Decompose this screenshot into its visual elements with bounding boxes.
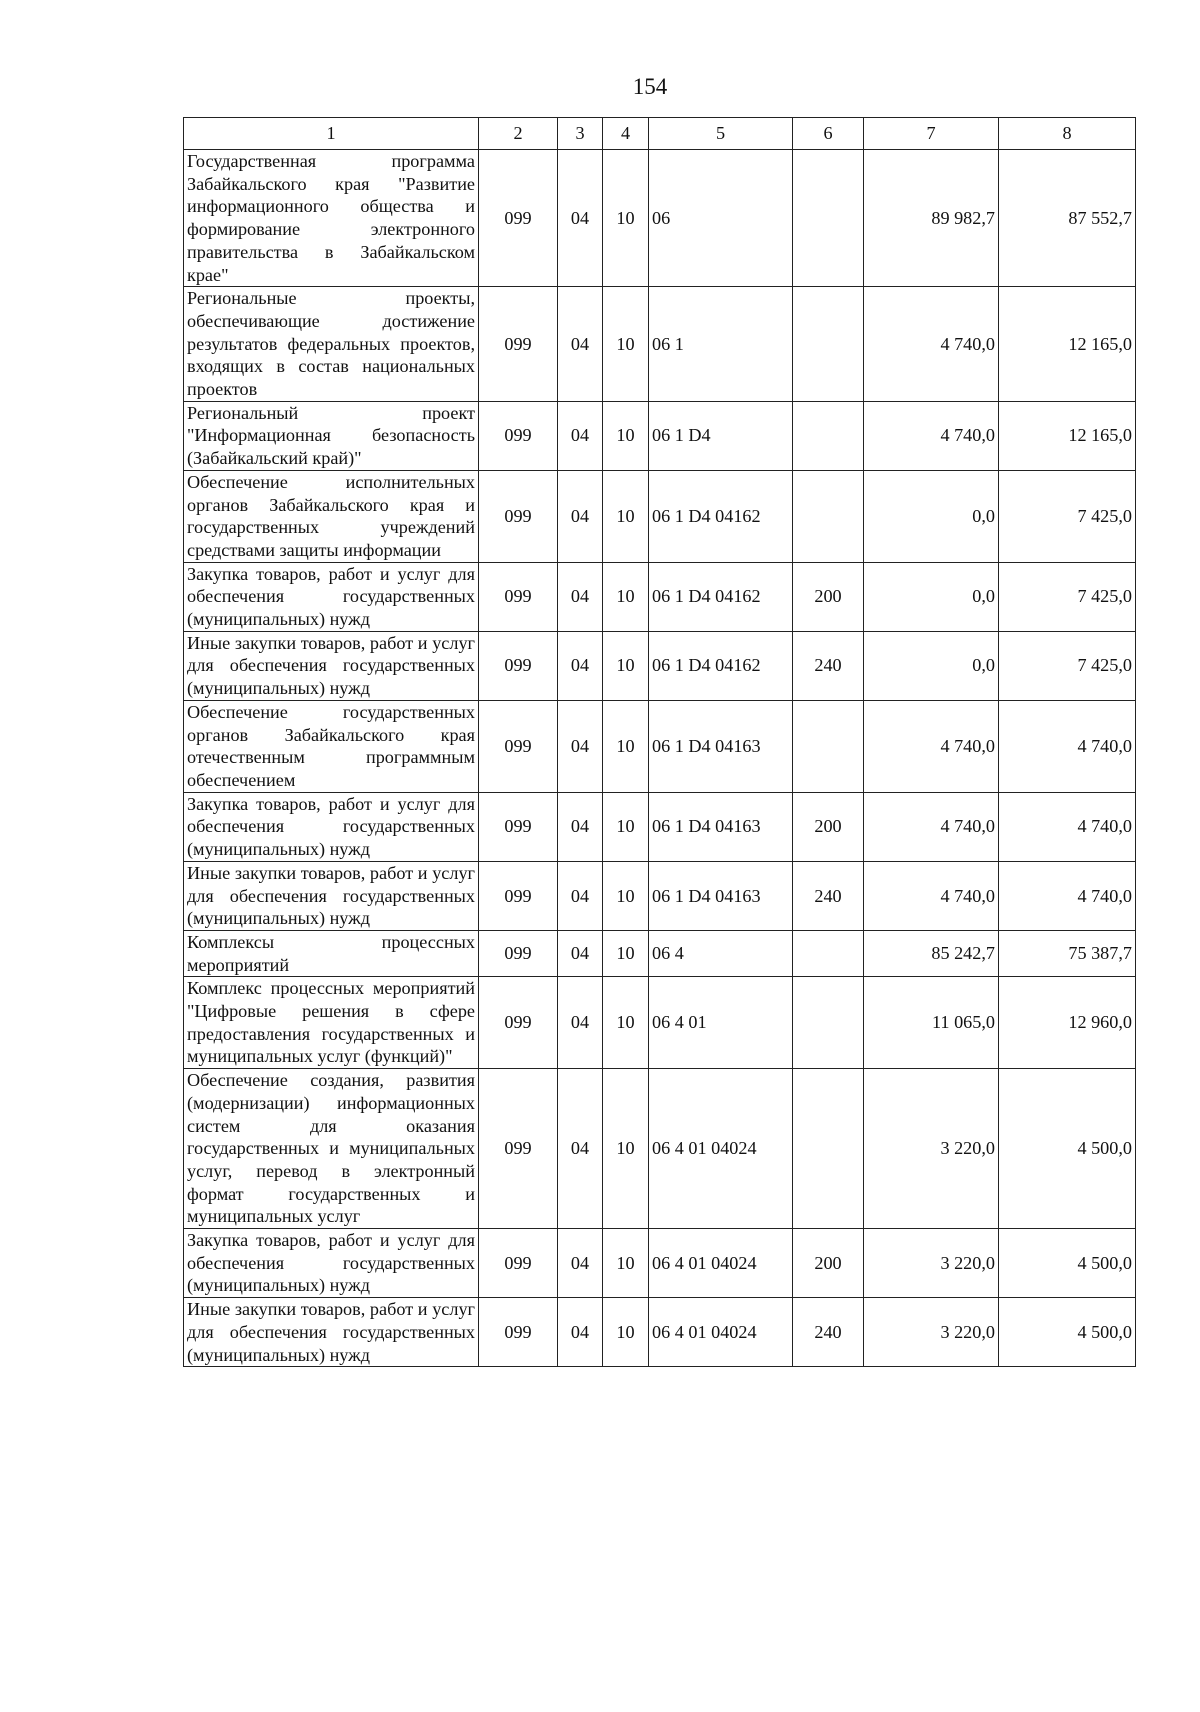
expense-type-cell [793, 700, 864, 792]
amount-col7-cell: 85 242,7 [864, 930, 999, 976]
expense-type-cell: 200 [793, 562, 864, 631]
table-row [184, 150, 1136, 287]
amount-col7-cell: 0,0 [864, 470, 999, 562]
section-code-cell: 04 [558, 287, 603, 402]
header-cell-7: 7 [864, 118, 999, 150]
amount-col7-cell: 3 220,0 [864, 1069, 999, 1229]
header-cell-4: 4 [603, 118, 649, 150]
budget-table [183, 117, 1136, 1367]
header-cell-6: 6 [793, 118, 864, 150]
target-article-cell: 06 1 D4 04163 [649, 792, 793, 861]
target-article-cell: 06 1 D4 04163 [649, 861, 793, 930]
amount-col8-cell: 4 740,0 [999, 700, 1136, 792]
ministry-code-cell: 099 [479, 562, 558, 631]
table-row [184, 562, 1136, 631]
amount-col7-cell: 3 220,0 [864, 1229, 999, 1298]
target-article-cell: 06 4 01 [649, 977, 793, 1069]
table-body [184, 150, 1136, 1367]
section-code-cell: 04 [558, 562, 603, 631]
expense-type-cell: 240 [793, 1298, 864, 1367]
table-row [184, 792, 1136, 861]
amount-col8-cell: 7 425,0 [999, 470, 1136, 562]
section-code-cell: 04 [558, 1229, 603, 1298]
section-code-cell: 04 [558, 930, 603, 976]
target-article-cell: 06 4 01 04024 [649, 1229, 793, 1298]
section-code-cell: 04 [558, 700, 603, 792]
ministry-code-cell: 099 [479, 1298, 558, 1367]
section-code-cell: 04 [558, 861, 603, 930]
item-name-cell: Региональный проект "Информационная безопасность (Забайкальский край)" [184, 401, 479, 470]
amount-col8-cell: 4 500,0 [999, 1229, 1136, 1298]
amount-col8-cell: 7 425,0 [999, 631, 1136, 700]
ministry-code-cell: 099 [479, 930, 558, 976]
table-row [184, 401, 1136, 470]
subsection-code-cell: 10 [603, 977, 649, 1069]
expense-type-cell [793, 150, 864, 287]
header-cell-8: 8 [999, 118, 1136, 150]
item-name-cell: Закупка товаров, работ и услуг для обеспечения государственных (муниципальных) нужд [184, 562, 479, 631]
table-row [184, 287, 1136, 402]
target-article-cell: 06 [649, 150, 793, 287]
ministry-code-cell: 099 [479, 1229, 558, 1298]
item-name-cell: Обеспечение исполнительных органов Забайкальского края и государственных учреждений средствами защиты информации [184, 470, 479, 562]
target-article-cell: 06 4 01 04024 [649, 1069, 793, 1229]
item-name-cell: Государственная программа Забайкальского края "Развитие информационного общества и формирование электронного правительства в Забайкальском крае" [184, 150, 479, 287]
amount-col8-cell: 4 500,0 [999, 1298, 1136, 1367]
amount-col8-cell: 12 165,0 [999, 401, 1136, 470]
ministry-code-cell: 099 [479, 631, 558, 700]
section-code-cell: 04 [558, 401, 603, 470]
amount-col7-cell: 4 740,0 [864, 792, 999, 861]
amount-col7-cell: 0,0 [864, 631, 999, 700]
section-code-cell: 04 [558, 470, 603, 562]
header-cell-2: 2 [479, 118, 558, 150]
amount-col8-cell: 87 552,7 [999, 150, 1136, 287]
amount-col7-cell: 4 740,0 [864, 861, 999, 930]
target-article-cell: 06 4 [649, 930, 793, 976]
table-row [184, 700, 1136, 792]
ministry-code-cell: 099 [479, 470, 558, 562]
header-row [184, 118, 1136, 150]
item-name-cell: Комплекс процессных мероприятий "Цифровые решения в сфере предоставления государственных и муниципальных услуг (функций)" [184, 977, 479, 1069]
subsection-code-cell: 10 [603, 150, 649, 287]
table-row [184, 1069, 1136, 1229]
amount-col7-cell: 4 740,0 [864, 700, 999, 792]
target-article-cell: 06 1 D4 04162 [649, 470, 793, 562]
ministry-code-cell: 099 [479, 150, 558, 287]
subsection-code-cell: 10 [603, 1069, 649, 1229]
ministry-code-cell: 099 [479, 861, 558, 930]
section-code-cell: 04 [558, 1069, 603, 1229]
ministry-code-cell: 099 [479, 792, 558, 861]
target-article-cell: 06 1 [649, 287, 793, 402]
item-name-cell: Закупка товаров, работ и услуг для обеспечения государственных (муниципальных) нужд [184, 792, 479, 861]
subsection-code-cell: 10 [603, 930, 649, 976]
amount-col7-cell: 89 982,7 [864, 150, 999, 287]
target-article-cell: 06 4 01 04024 [649, 1298, 793, 1367]
subsection-code-cell: 10 [603, 792, 649, 861]
amount-col8-cell: 12 165,0 [999, 287, 1136, 402]
expense-type-cell [793, 977, 864, 1069]
expense-type-cell [793, 1069, 864, 1229]
expense-type-cell: 240 [793, 861, 864, 930]
table-row [184, 631, 1136, 700]
target-article-cell: 06 1 D4 04163 [649, 700, 793, 792]
item-name-cell: Иные закупки товаров, работ и услуг для обеспечения государственных (муниципальных) нужд [184, 1298, 479, 1367]
amount-col8-cell: 7 425,0 [999, 562, 1136, 631]
amount-col7-cell: 3 220,0 [864, 1298, 999, 1367]
expense-type-cell: 240 [793, 631, 864, 700]
expense-type-cell [793, 470, 864, 562]
item-name-cell: Комплексы процессных мероприятий [184, 930, 479, 976]
target-article-cell: 06 1 D4 04162 [649, 631, 793, 700]
section-code-cell: 04 [558, 977, 603, 1069]
table-row [184, 977, 1136, 1069]
header-cell-1: 1 [184, 118, 479, 150]
amount-col7-cell: 0,0 [864, 562, 999, 631]
expense-type-cell: 200 [793, 792, 864, 861]
subsection-code-cell: 10 [603, 287, 649, 402]
item-name-cell: Обеспечение создания, развития (модернизации) информационных систем для оказания государственных и муниципальных услуг, перевод в электронный формат государственных и муниципальных услуг [184, 1069, 479, 1229]
amount-col8-cell: 4 500,0 [999, 1069, 1136, 1229]
ministry-code-cell: 099 [479, 401, 558, 470]
ministry-code-cell: 099 [479, 1069, 558, 1229]
amount-col8-cell: 12 960,0 [999, 977, 1136, 1069]
header-cell-5: 5 [649, 118, 793, 150]
subsection-code-cell: 10 [603, 1298, 649, 1367]
subsection-code-cell: 10 [603, 631, 649, 700]
target-article-cell: 06 1 D4 [649, 401, 793, 470]
table-row [184, 470, 1136, 562]
page-number: 154 [632, 74, 668, 99]
table-row [184, 861, 1136, 930]
subsection-code-cell: 10 [603, 861, 649, 930]
expense-type-cell: 200 [793, 1229, 864, 1298]
subsection-code-cell: 10 [603, 562, 649, 631]
header-cell-3: 3 [558, 118, 603, 150]
item-name-cell: Закупка товаров, работ и услуг для обеспечения государственных (муниципальных) нужд [184, 1229, 479, 1298]
table-row [184, 1298, 1136, 1367]
ministry-code-cell: 099 [479, 977, 558, 1069]
subsection-code-cell: 10 [603, 401, 649, 470]
amount-col8-cell: 75 387,7 [999, 930, 1136, 976]
item-name-cell: Обеспечение государственных органов Забайкальского края отечественным программным обеспечением [184, 700, 479, 792]
expense-type-cell [793, 930, 864, 976]
section-code-cell: 04 [558, 150, 603, 287]
amount-col7-cell: 11 065,0 [864, 977, 999, 1069]
expense-type-cell [793, 287, 864, 402]
section-code-cell: 04 [558, 631, 603, 700]
section-code-cell: 04 [558, 792, 603, 861]
amount-col7-cell: 4 740,0 [864, 401, 999, 470]
table-row [184, 1229, 1136, 1298]
amount-col8-cell: 4 740,0 [999, 792, 1136, 861]
target-article-cell: 06 1 D4 04162 [649, 562, 793, 631]
ministry-code-cell: 099 [479, 287, 558, 402]
subsection-code-cell: 10 [603, 470, 649, 562]
item-name-cell: Иные закупки товаров, работ и услуг для обеспечения государственных (муниципальных) нужд [184, 631, 479, 700]
ministry-code-cell: 099 [479, 700, 558, 792]
amount-col8-cell: 4 740,0 [999, 861, 1136, 930]
section-code-cell: 04 [558, 1298, 603, 1367]
amount-col7-cell: 4 740,0 [864, 287, 999, 402]
item-name-cell: Иные закупки товаров, работ и услуг для обеспечения государственных (муниципальных) нужд [184, 861, 479, 930]
subsection-code-cell: 10 [603, 700, 649, 792]
expense-type-cell [793, 401, 864, 470]
item-name-cell: Региональные проекты, обеспечивающие достижение результатов федеральных проектов, входящих в состав национальных проектов [184, 287, 479, 402]
table-row [184, 930, 1136, 976]
subsection-code-cell: 10 [603, 1229, 649, 1298]
